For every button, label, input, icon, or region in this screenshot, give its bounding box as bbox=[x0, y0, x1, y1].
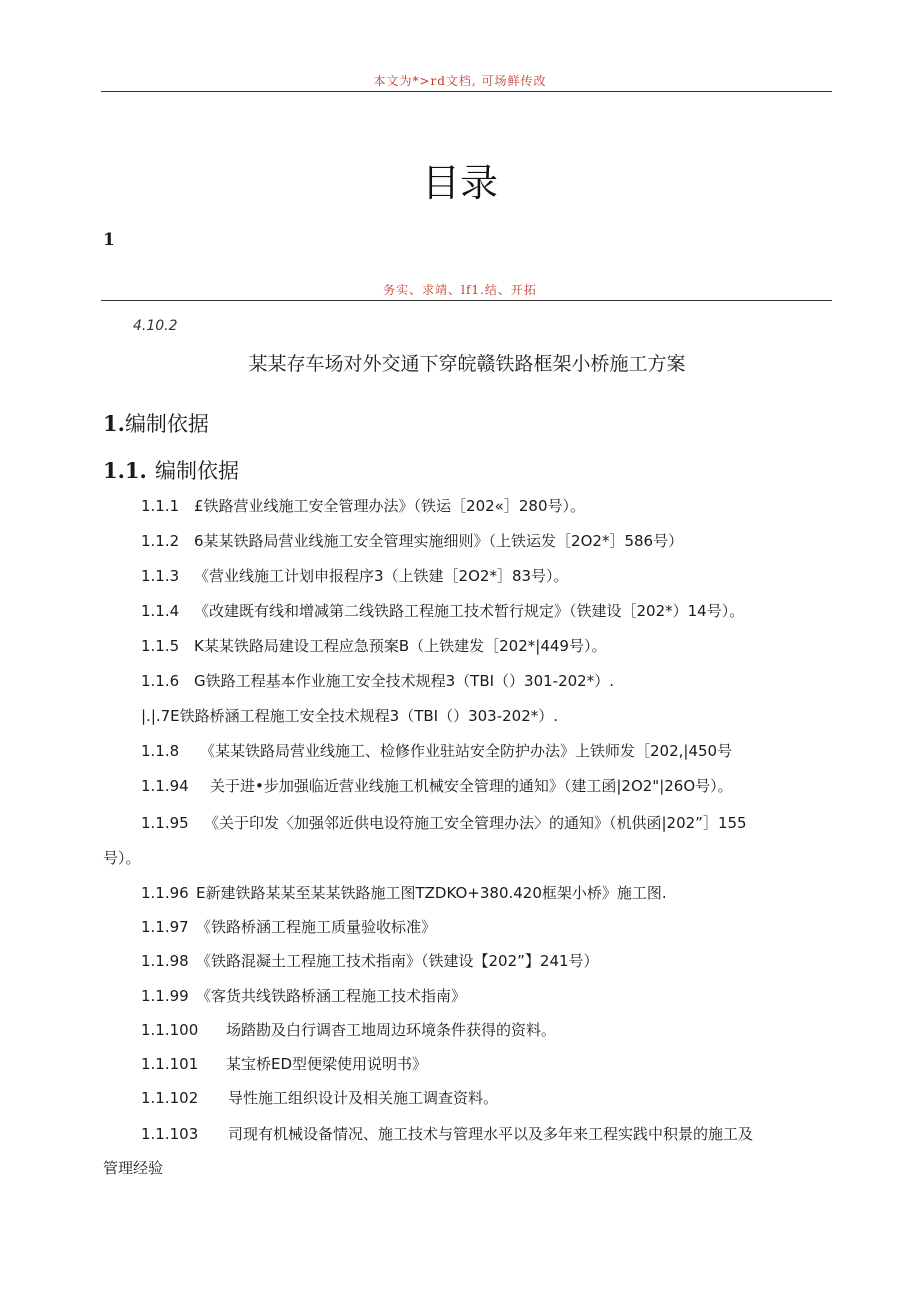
list-item-text: E新建铁路某某至某某铁路施工图TZDKO+380.420框架小桥》施工图. bbox=[196, 884, 667, 902]
list-item bbox=[141, 916, 436, 937]
list-item bbox=[141, 775, 733, 796]
heading-2-text: 编制依据 bbox=[155, 459, 239, 483]
list-item-number: 1.1.95 bbox=[141, 814, 189, 832]
list-item-number: 1.1.101 bbox=[141, 1055, 199, 1073]
list-item bbox=[141, 670, 614, 691]
list-item-text: 号）。 bbox=[103, 849, 141, 867]
list-item bbox=[141, 1123, 753, 1144]
toc-title: 目录 bbox=[421, 161, 498, 205]
list-item bbox=[141, 530, 683, 551]
list-item-text: 《改建既有线和增减第二线铁路工程施工技术暂行规定》（铁建设［202*）14号）。 bbox=[194, 602, 745, 620]
heading-1 bbox=[103, 408, 209, 438]
list-item-number: 1.1.102 bbox=[141, 1089, 199, 1107]
list-item bbox=[141, 812, 747, 833]
list-item-text: 导性施工组织设计及相关施工调查资料。 bbox=[228, 1089, 499, 1107]
list-item-number: 1.1.98 bbox=[141, 952, 189, 970]
header-watermark: 本文为*>rd文档, 可场鲜传改 bbox=[373, 74, 547, 88]
list-item-text: 《关于印发〈加强邻近供电设符施工安全管理办法〉的通知》（机供函|202”］155 bbox=[204, 814, 747, 832]
list-item bbox=[141, 985, 466, 1006]
list-item-text: 《某某铁路局营业线施工、检修作业驻站安全防护办法》上铁师发［202,|450号 bbox=[200, 742, 733, 760]
list-item-number: 1.1.103 bbox=[141, 1125, 199, 1143]
list-item-text: 《铁路混凝土工程施工技术指南》（铁建设【202”】241号） bbox=[196, 952, 599, 970]
list-item-text: G铁路工程基本作业施工安全技术规程3（TBI（）301-202*）. bbox=[194, 672, 614, 690]
heading-1-text: 编制依据 bbox=[124, 412, 209, 436]
list-item bbox=[141, 950, 599, 971]
page-divider bbox=[101, 300, 832, 301]
list-item-text: 6某某铁路局营业线施工安全管理实施细则》（上铁运发［2O2*］586号） bbox=[194, 532, 684, 550]
list-item bbox=[141, 740, 732, 761]
heading-2-number: 1.1. bbox=[103, 458, 147, 483]
header-divider bbox=[101, 91, 832, 92]
list-item-text: 场踏勘及白行调杳工地周边环境条件获得的资料。 bbox=[226, 1021, 557, 1039]
list-item-continuation bbox=[103, 847, 141, 868]
list-item-text: 《铁路桥涵工程施工质量验收标准》 bbox=[196, 918, 437, 936]
list-item bbox=[141, 635, 606, 656]
list-item-text: 关于进•步加强临近营业线施工机械安全管理的通知》（建工函|2O2"|26O号）。 bbox=[210, 777, 733, 795]
section-number: 4.10.2 bbox=[133, 318, 178, 334]
heading-1-number: 1. bbox=[103, 411, 125, 436]
page-watermark: 务实、求靖、lf1.结、开拓 bbox=[383, 283, 537, 297]
list-item-number: 1.1.5 bbox=[141, 637, 180, 655]
list-item-text: 某宝桥ED型便梁使用说明书》 bbox=[226, 1055, 428, 1073]
list-item-number: 1.1.3 bbox=[141, 567, 180, 585]
list-item-text: K某某铁路局建设工程应急预案B（上铁建发［202*|449号）。 bbox=[194, 637, 607, 655]
list-item-text: |.|.7E铁路桥涵工程施工安全技术规程3（TBI（）303-202*）. bbox=[141, 707, 559, 725]
list-item-text: £铁路营业线施工安全管理办法》（铁运［202«］280号）。 bbox=[194, 497, 585, 515]
list-item-number: 1.1.8 bbox=[141, 742, 180, 760]
list-item-continuation bbox=[103, 1157, 163, 1178]
list-item-number: 1.1.2 bbox=[141, 532, 180, 550]
list-item bbox=[141, 495, 585, 516]
list-item-number: 1.1.97 bbox=[141, 918, 189, 936]
list-item-number: 1.1.4 bbox=[141, 602, 180, 620]
list-item bbox=[141, 600, 744, 621]
list-item-text: 司现有机械设备情况、施工技术与管理水平以及多年来工程实践中积景的施工及 bbox=[228, 1125, 754, 1143]
list-item-text: 《营业线施工计划申报程序3（上铁建［2O2*］83号）。 bbox=[194, 567, 569, 585]
toc-page-number: 1 bbox=[103, 230, 115, 250]
document-title: 某某存车场对外交通下穿皖赣铁路框架小桥施工方案 bbox=[248, 353, 686, 375]
list-item-number: 1.1.100 bbox=[141, 1021, 199, 1039]
list-item bbox=[141, 705, 558, 726]
list-item bbox=[141, 1053, 427, 1074]
list-item-number: 1.1.1 bbox=[141, 497, 180, 515]
heading-2 bbox=[103, 455, 239, 485]
list-item-text: 《客货共线铁路桥涵工程施工技术指南》 bbox=[196, 987, 467, 1005]
list-item-number: 1.1.99 bbox=[141, 987, 189, 1005]
list-item-text: 管理经验 bbox=[103, 1159, 164, 1177]
list-item bbox=[141, 882, 667, 903]
list-item bbox=[141, 1087, 498, 1108]
list-item-number: 1.1.94 bbox=[141, 777, 189, 795]
list-item bbox=[141, 565, 569, 586]
list-item bbox=[141, 1019, 556, 1040]
list-item-number: 1.1.96 bbox=[141, 884, 189, 902]
list-item-number: 1.1.6 bbox=[141, 672, 180, 690]
